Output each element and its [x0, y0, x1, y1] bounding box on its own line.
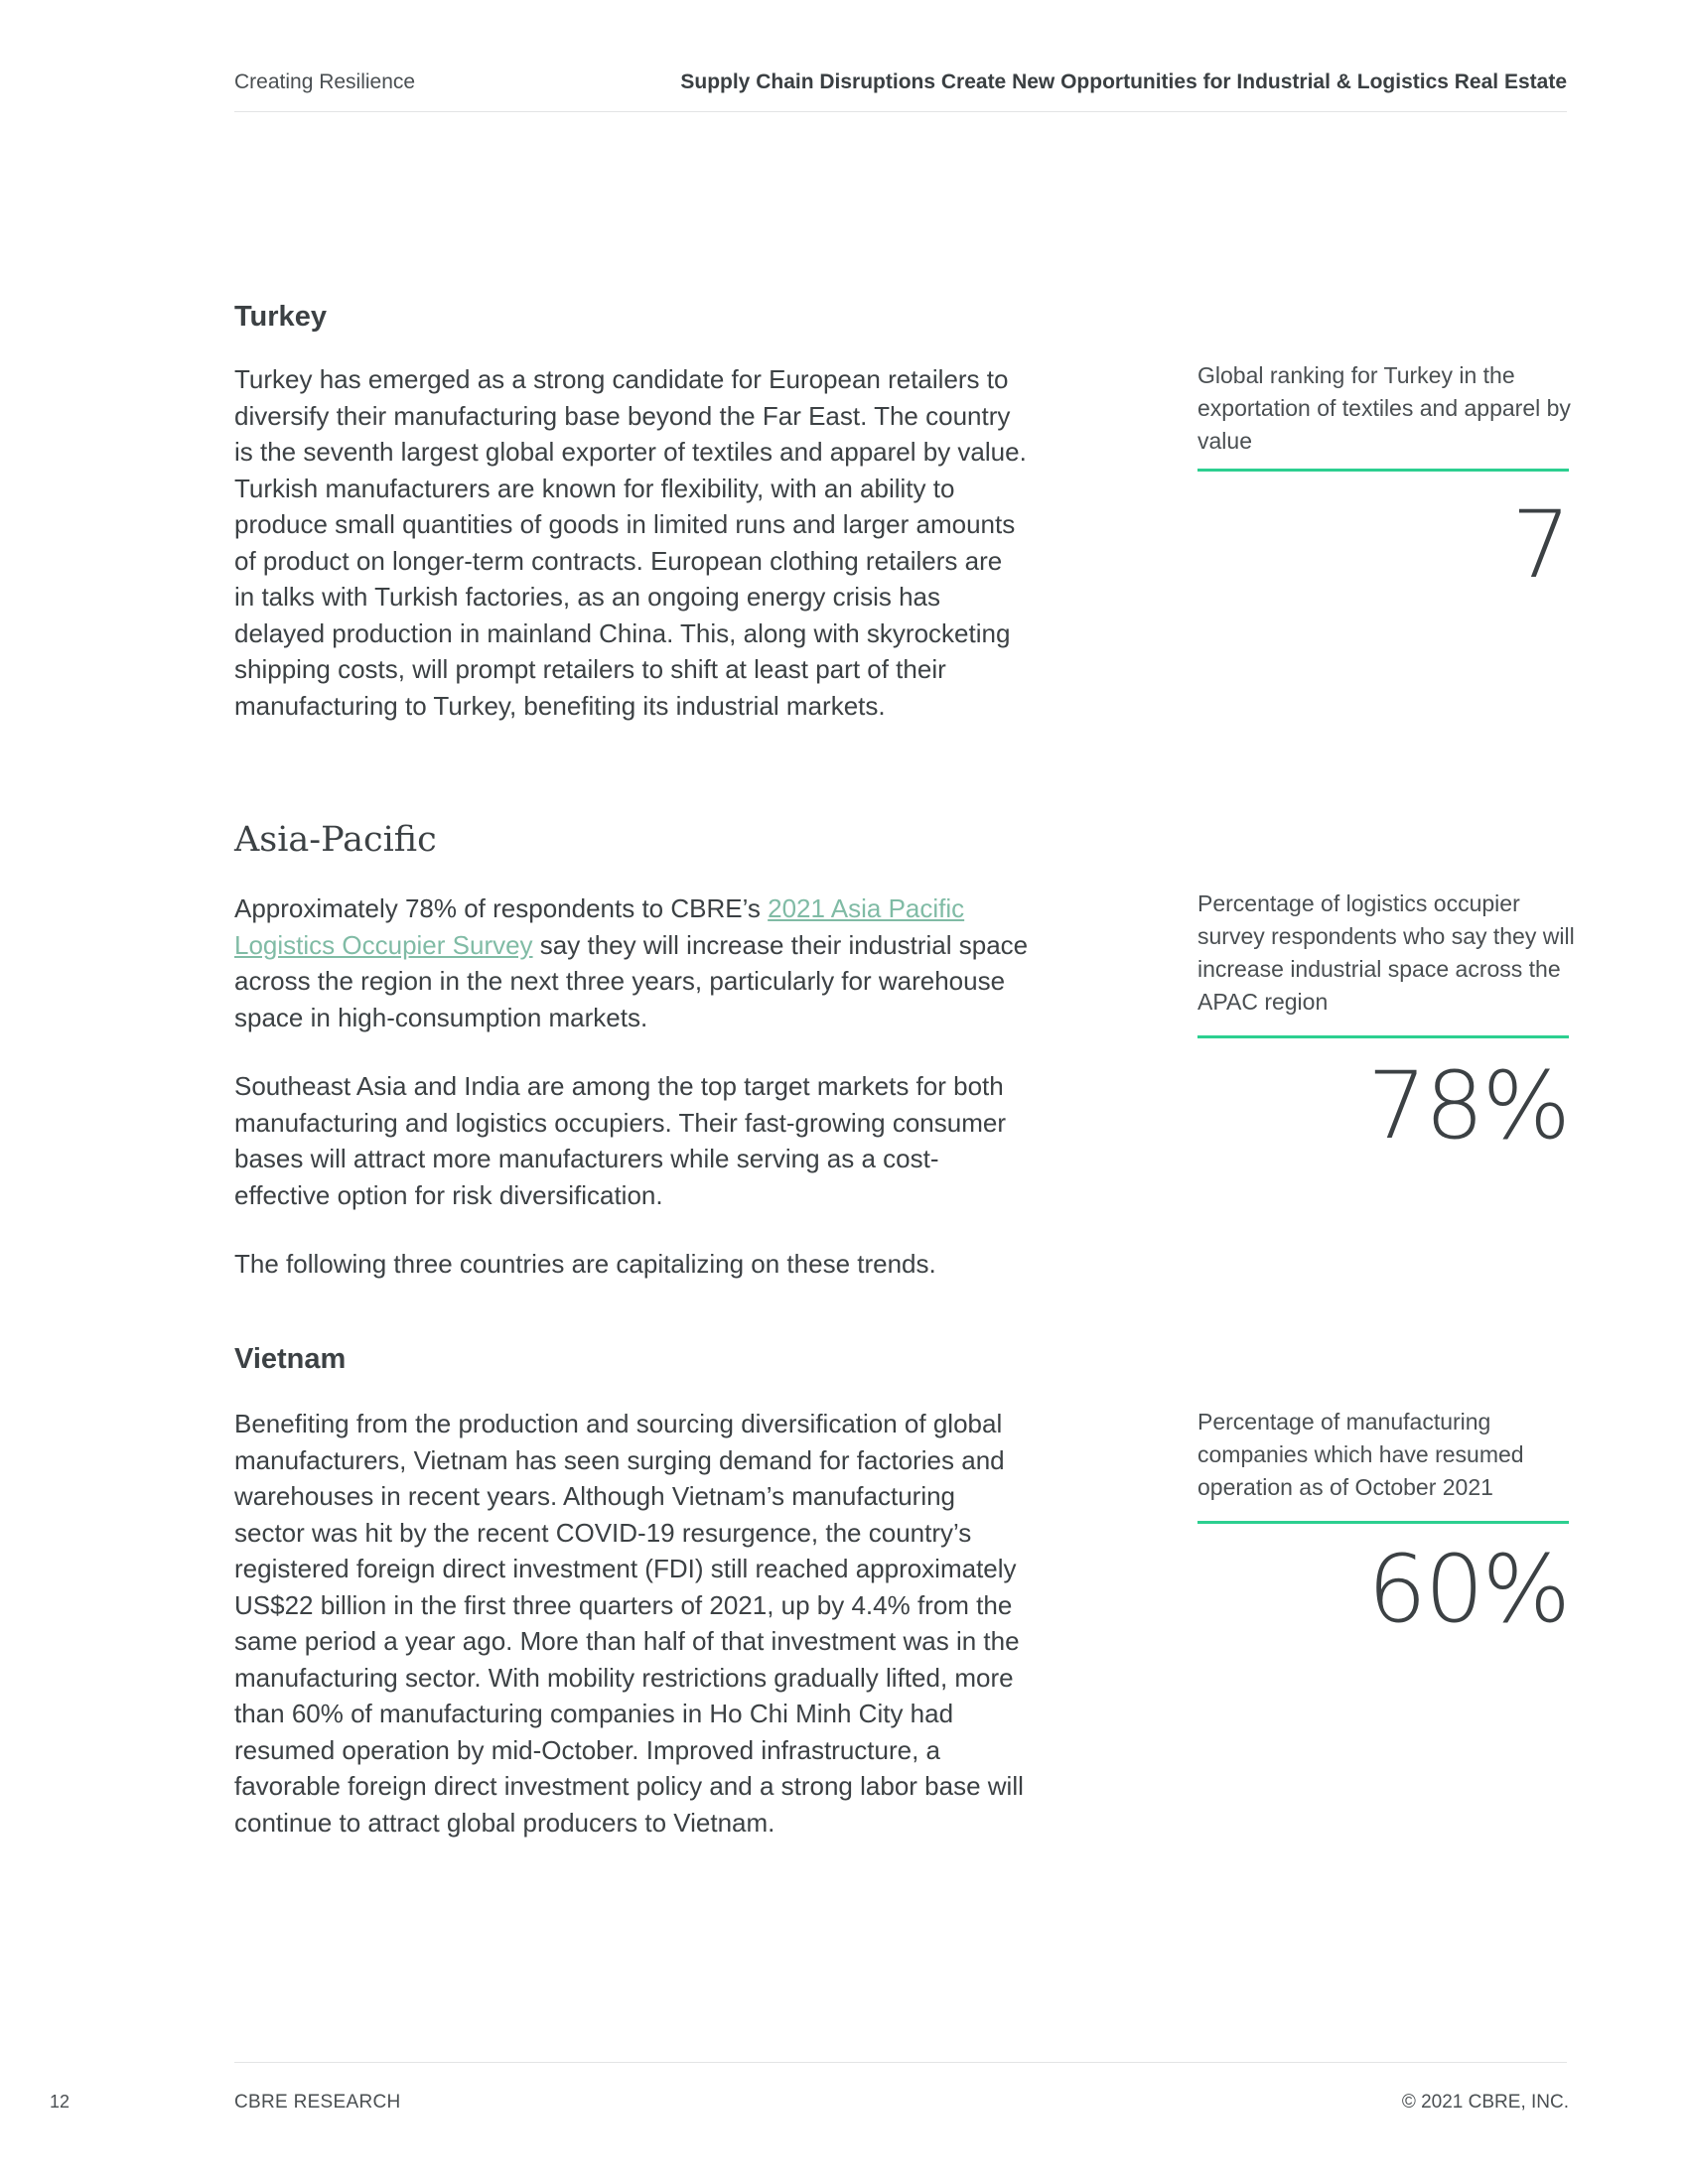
turkey-stat-caption: Global ranking for Turkey in the exportation of textiles and apparel by value — [1197, 362, 1571, 454]
apac-paragraph-1 — [234, 890, 1029, 1035]
apac-p1-text-after: say they will increase their industrial space across the region in the next three years, particularly for warehouse space in high-consumption markets. — [234, 929, 1029, 1032]
apac-heading: Asia-Pacific — [234, 820, 437, 860]
vietnam-heading: Vietnam — [234, 1343, 347, 1375]
vietnam-paragraph: Benefiting from the production and sourcing diversification of global manufacturers, Vietnam has seen surging demand for factories and warehouses in recent years. Although Vietnam’s manufacturing sector was hit by the recent COVID-19 resurgence, the country’s registered foreign direct investment (FDI) still reached approximately US$22 billion in the first three quarters of 2021, up by 4.4% from the same period a year ago. More than half of that investment was in the manufacturing sector. With mobility restrictions gradually lifted, more than 60% of manufacturing companies in Ho Chi Minh City had resumed operation by mid-October. Improved infrastructure, a favorable foreign direct investment policy and a strong labor base will continue to attract global producers to Vietnam. — [234, 1409, 1024, 1838]
vietnam-stat-divider — [1197, 1521, 1569, 1524]
apac-body — [234, 890, 1029, 1283]
apac-paragraph-3: The following three countries are capitalizing on these trends. — [234, 1249, 936, 1279]
apac-p1-text-before: Approximately 78% of respondents to CBRE’s — [234, 893, 769, 923]
apac-survey-link[interactable]: 2021 Asia Pacific Logistics Occupier Survey — [234, 893, 965, 960]
apac-paragraph-2: Southeast Asia and India are among the top target markets for both manufacturing and logistics occupiers. Their fast-growing consumer bases will attract more manufacturers while serving as a cost-effective option for risk diversification. — [234, 1071, 1006, 1210]
turkey-stat-value: 7 — [1511, 491, 1569, 600]
turkey-body — [234, 361, 1029, 724]
header-report-title: Supply Chain Disruptions Create New Opportunities for Industrial & Logistics Real Estate — [680, 70, 1567, 93]
apac-stat-divider — [1197, 1035, 1569, 1038]
footer-copyright: © 2021 CBRE, INC. — [1401, 2092, 1569, 2113]
header-divider — [234, 111, 1567, 112]
footer-divider — [234, 2062, 1567, 2063]
vietnam-body — [234, 1406, 1029, 1841]
turkey-paragraph: Turkey has emerged as a strong candidate for European retailers to diversify their manufacturing base beyond the Far East. The country is the seventh largest global exporter of textiles and apparel by value. Turkish manufacturers are known for flexibility, with an ability to produce small quantities of goods in limited runs and larger amounts of product on longer-term contracts. European clothing retailers are in talks with Turkish factories, as an ongoing energy crisis has delayed production in mainland China. This, along with skyrocketing shipping costs, will prompt retailers to shift at least part of their manufacturing to Turkey, benefiting its industrial markets. — [234, 364, 1027, 721]
vietnam-stat-value: 60% — [1367, 1536, 1569, 1644]
header-section-label: Creating Resilience — [234, 70, 416, 93]
apac-stat-caption: Percentage of logistics occupier survey respondents who say they will increase industrial space across the APAC region — [1197, 890, 1575, 1015]
turkey-heading: Turkey — [234, 301, 327, 333]
apac-stat-value: 78% — [1367, 1052, 1569, 1160]
turkey-stat-divider — [1197, 469, 1569, 472]
footer-brand: CBRE RESEARCH — [234, 2092, 401, 2113]
page-number: 12 — [50, 2092, 70, 2112]
vietnam-stat-caption: Percentage of manufacturing companies which have resumed operation as of October 2021 — [1197, 1409, 1524, 1500]
